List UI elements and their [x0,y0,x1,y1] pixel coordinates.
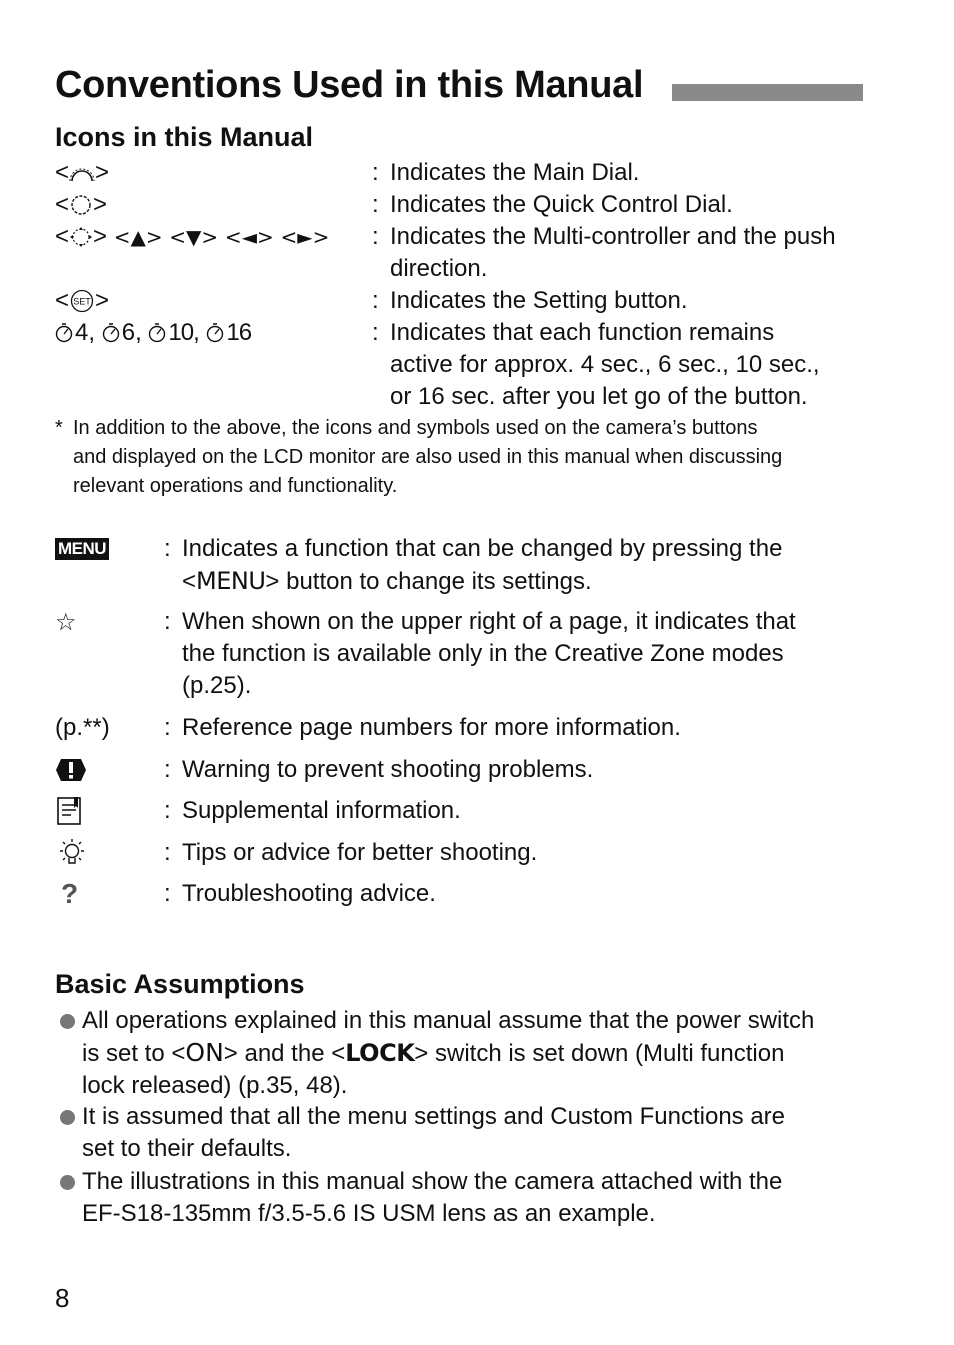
colon: : [372,191,379,218]
row-desc: Warning to prevent shooting problems. [182,756,594,783]
multi-controller-symbols: < > <▲> <▼> <◄> <►> [55,223,330,250]
note-symbol [55,795,83,827]
footnote-line: relevant operations and functionality. [73,475,398,497]
set-button-icon [69,289,95,313]
row-desc: Indicates the Multi-controller and the push direction. [390,223,836,282]
footnote-line: and displayed on the LCD monitor are also used in this manual when discussing [73,446,783,468]
colon: : [164,839,171,866]
row-desc: Tips or advice for better shooting. [182,839,538,866]
question-symbol [55,878,78,910]
bulb-symbol [55,837,89,869]
title-decoration-bar [672,84,863,101]
colon: : [372,287,379,314]
question-icon: ? [61,878,79,909]
colon: : [372,159,379,186]
colon: : [164,535,171,562]
colon: : [164,756,171,783]
timer-icon [102,322,122,344]
quick-dial-symbol: < > [55,191,108,218]
bulb-icon [55,838,89,868]
row-desc: Supplemental information. [182,797,461,824]
timer-icon [206,322,226,344]
footnote-asterisk: * [55,417,63,439]
row-desc: Indicates the Main Dial. [390,159,640,186]
basic-assumptions-heading: Basic Assumptions [55,969,305,999]
colon: : [164,797,171,824]
timer-icon [55,322,75,344]
warning-symbol [55,754,87,786]
star-icon: ☆ [55,608,77,636]
page-number: 8 [55,1283,70,1313]
star-symbol [55,606,77,638]
row-desc: Indicates the Setting button. [390,287,688,314]
svg-text:SET: SET [73,296,91,307]
timer-icon [148,322,168,344]
note-icon [55,796,83,826]
menu-symbol [55,533,109,565]
main-dial-icon [69,163,95,183]
bullet-dot [60,1110,75,1125]
row-desc: Reference page numbers for more information. [182,714,681,741]
row-desc: Indicates a function that can be changed by pressing the <MENU> button to change its settings. [182,535,783,595]
colon: : [164,714,171,741]
multi-controller-icon [69,226,93,248]
colon: : [164,608,171,635]
colon: : [164,880,171,907]
colon: : [372,223,379,250]
set-button-symbol: < SET > [55,287,110,314]
bullet-dot [60,1014,75,1029]
on-label: ON [185,1038,224,1067]
footnote-line: In addition to the above, the icons and symbols used on the camera’s buttons [73,417,758,439]
row-desc: Indicates that each function remains active for approx. 4 sec., 6 sec., 10 sec., or 16 sec. after you let go of the button. [390,319,820,410]
icons-heading: Icons in this Manual [55,122,314,152]
warning-icon [55,756,87,784]
row-desc: When shown on the upper right of a page, it indicates that the function is available only in the Creative Zone modes (p.25). [182,608,796,699]
lock-label: LOCK [345,1039,415,1067]
page-ref-symbol: (p.**) [55,714,110,741]
row-desc: Troubleshooting advice. [182,880,436,907]
menu-inline-label: MENU [196,567,266,595]
timer-symbols: 4 , 6 , 10 , 16 [55,317,251,349]
quick-control-dial-icon [69,194,93,216]
main-dial-symbol: < > [55,159,110,186]
bullet-dot [60,1175,75,1190]
menu-icon: MENU [55,538,109,560]
colon: : [372,319,379,346]
row-desc: Indicates the Quick Control Dial. [390,191,733,218]
page-title: Conventions Used in this Manual [55,64,644,106]
